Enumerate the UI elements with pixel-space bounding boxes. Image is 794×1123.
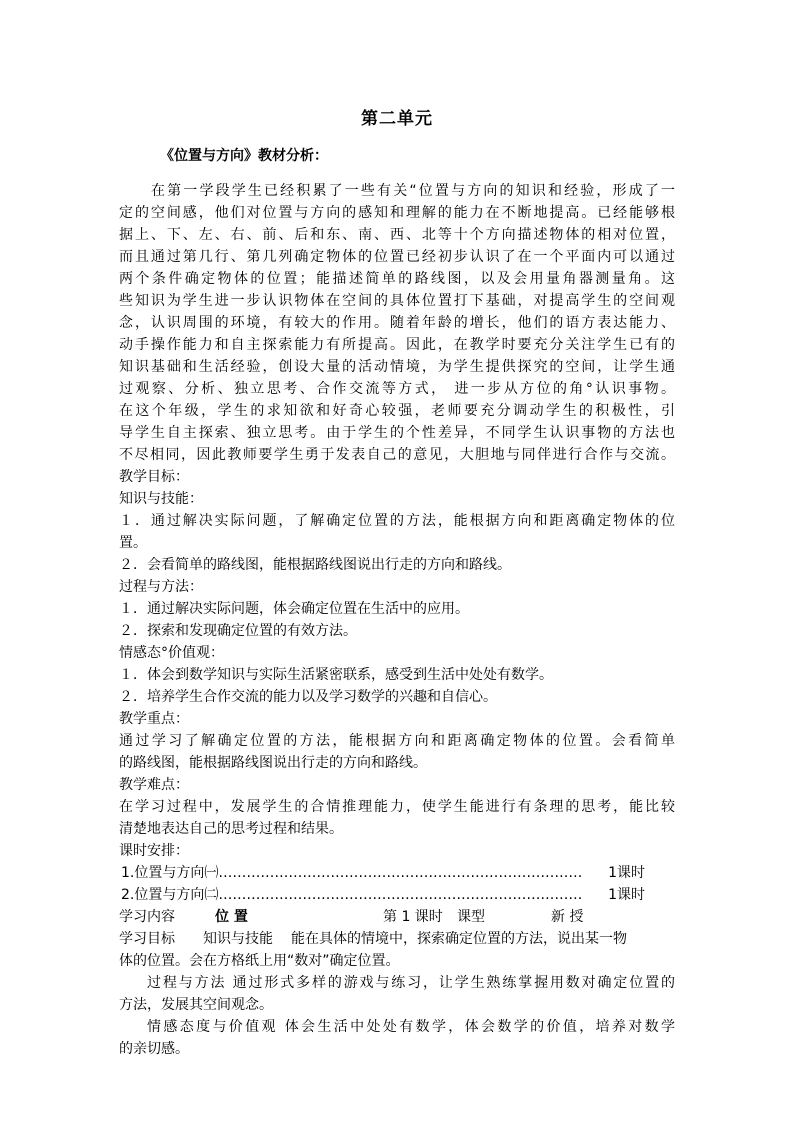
schedule-label: 1.位置与方向㈠ — [121, 865, 219, 881]
emotion-heading: 情感态°价值观： — [119, 645, 224, 661]
objectives-label: 学习目标 — [119, 931, 175, 947]
analysis-line: 据上、下、左、右、前、后和东、南、西、北等十个方向描述物体的相对位置， — [119, 227, 675, 243]
analysis-subtitle: 《位置与方向》教材分析： — [160, 148, 328, 164]
process-item-2: ２．探索和发现确定位置的有效方法。 — [119, 623, 357, 639]
objectives-knowledge-cont: 体的位置。会在方格纸上用“数对”确定位置。 — [119, 953, 400, 969]
objectives-knowledge-text: 能在具体的情境中，探索确定位置的方法，说出某一物 — [291, 931, 627, 947]
objectives-knowledge-line — [119, 928, 675, 950]
schedule-row — [121, 862, 645, 884]
analysis-line: 知识基础和生活经验，创设大量的活动情境，为学生提供探究的空间，让学生通 — [119, 359, 675, 375]
difficulties-heading: 教学难点： — [119, 777, 189, 793]
emotion-item-1: １．体会到数学知识与实际生活紧密联系，感受到生活中处处有数学。 — [119, 667, 553, 683]
objectives-emotion-cont: 的亲切感。 — [119, 1041, 189, 1057]
analysis-line: 两个条件确定物体的位置；能描述简单的路线图，以及会用量角器测量角。这 — [119, 271, 675, 287]
analysis-line: 不尽相同，因此教师要学生勇于发表自己的意见，大胆地与同伴进行合作与交流。 — [119, 447, 675, 463]
schedule-leader: …………………………………………………………………… — [218, 887, 583, 903]
lesson-info-row — [119, 906, 719, 928]
difficulties-line: 在学习过程中，发展学生的合情推理能力，使学生能进行有条理的思考，能比较 — [119, 799, 675, 815]
analysis-line: 定的空间感，他们对位置与方向的感知和理解的能力在不断地提高。已经能够根 — [119, 205, 675, 221]
knowledge-item-1: １．通过解决实际问题，了解确定位置的方法，能根据方向和距离确定物体的位 — [119, 513, 675, 529]
objectives-emotion-line: 情感态度与价值观 体会生活中处处有数学，体会数学的价值，培养对数学 — [147, 1019, 675, 1035]
schedule-label: 2.位置与方向㈡ — [121, 887, 219, 903]
goals-heading: 教学目标： — [119, 469, 189, 485]
lesson-content-value: 位 置 — [215, 909, 248, 925]
schedule-hours: 1课时 — [608, 887, 645, 903]
schedule-row — [121, 884, 645, 906]
emotion-item-2: ２．培养学生合作交流的能力以及学习数学的兴趣和自信心。 — [119, 689, 497, 705]
process-heading: 过程与方法： — [119, 579, 203, 595]
analysis-line: 导学生自主探索、独立思考。由于学生的个性差异，不同学生认识事物的方法也 — [119, 425, 675, 441]
key-points-line: 的路线图，能根据路线图说出行走的方向和路线。 — [119, 755, 427, 771]
analysis-line: 动手操作能力和自主探索能力有所提高。因此，在教学时要充分关注学生已有的 — [119, 337, 675, 353]
unit-title: 第二单元 — [361, 109, 433, 129]
objectives-process-cont: 方法，发展其空间观念。 — [119, 997, 273, 1013]
difficulties-line: 清楚地表达自己的思考过程和结果。 — [119, 821, 343, 837]
knowledge-item-2: ２．会看简单的路线图，能根据路线图说出行走的方向和路线。 — [119, 557, 511, 573]
knowledge-heading: 知识与技能： — [119, 491, 203, 507]
process-item-1: １．通过解决实际问题，体会确定位置在生活中的应用。 — [119, 601, 469, 617]
analysis-line: 过观察、分析、独立思考、合作交流等方式， 进一步从方位的角°认识事物。 — [119, 381, 675, 397]
key-points-heading: 教学重点： — [119, 711, 189, 727]
objectives-knowledge-label: 知识与技能 — [203, 931, 273, 947]
knowledge-item-1-cont: 置。 — [119, 535, 147, 551]
lesson-type-value: 新 授 — [551, 909, 584, 925]
analysis-line: 在这个年级，学生的求知欲和好奇心较强，老师要充分调动学生的积极性，引 — [119, 403, 675, 419]
analysis-line: 在第一学段学生已经积累了一些有关“位置与方向的知识和经验，形成了一 — [151, 183, 675, 199]
objectives-process-line: 过程与方法 通过形式多样的游戏与练习，让学生熟练掌握用数对确定位置的 — [147, 975, 675, 991]
analysis-line: 些知识为学生进一步认识物体在空间的具体位置打下基础，对提高学生的空间观 — [119, 293, 675, 309]
lesson-type-label: 课型 — [457, 909, 485, 925]
schedule-heading: 课时安排： — [119, 843, 189, 859]
lesson-period: 第 1 课时 — [383, 909, 443, 925]
analysis-line: 而且通过第几行、第几列确定物体的位置已经初步认识了在一个平面内可以通过 — [119, 249, 675, 265]
schedule-hours: 1课时 — [608, 865, 645, 881]
schedule-leader: …………………………………………………………………… — [218, 865, 583, 881]
lesson-content-label: 学习内容 — [119, 909, 175, 925]
analysis-line: 念，认识周围的环境，有较大的作用。随着年龄的增长，他们的语方表达能力、 — [119, 315, 675, 331]
key-points-line: 通过学习了解确定位置的方法，能根据方向和距离确定物体的位置。会看简单 — [119, 733, 675, 749]
